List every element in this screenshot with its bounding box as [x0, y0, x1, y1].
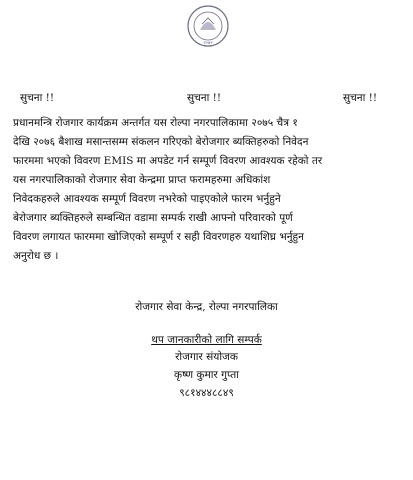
body-line: यस नगरपालिकाको रोजगार सेवा केन्द्रमा प्राप्त फरामहरुमा अधिकांश — [13, 174, 271, 186]
body-line: निवेदकहरुले आवश्यक सम्पूर्ण विवरण नभरेको पाइएकोले फारम भर्नुहुने — [13, 193, 281, 205]
contact-role: रोजगार संयोजक — [175, 351, 238, 363]
contact-phone: ९८१४४४८८४९ — [179, 387, 234, 399]
seal-year: २०७२ — [203, 41, 213, 46]
contact-heading: थप जानकारीको लागि सम्पर्क — [151, 334, 262, 346]
office-name: रोजगार सेवा केन्द्र, रोल्पा नगरपालिका — [135, 301, 278, 313]
body-line: बेरोजगार ब्यक्तिहरुले सम्बन्धित वडामा सम्पर्क राखी आफ्नो परिवारको पूर्ण — [13, 212, 293, 224]
body-line: प्रधानमन्त्रि रोजगार कार्यक्रम अन्तर्गत यस रोल्पा नगरपालिकामा २०७५ चैत्र १ — [13, 117, 298, 129]
notice-heading-right: सुचना !! — [343, 92, 378, 104]
body-line: विवरण लगायत फारममा खोजिएको सम्पूर्ण र सही विवरणहरु यथाशिघ्र भर्नुहुन — [13, 231, 304, 243]
body-line: अनुरोध छ । — [13, 250, 59, 262]
notice-body — [13, 114, 405, 266]
notice-heading-center: सुचना !! — [187, 92, 222, 104]
municipality-seal — [186, 4, 230, 48]
notice-heading-left: सुचना !! — [20, 92, 55, 104]
body-line: देखि २०७६ बैशाख मसान्तसम्म संकलन गरिएको बेरोजगार ब्यक्तिहरुको निवेदन — [13, 136, 309, 148]
body-line: फारममा भएको विवरण EMIS मा अपडेट गर्न सम्पूर्ण विवरण आवश्यक रहेको तर — [13, 155, 323, 167]
contact-name: कृष्ण कुमार गुप्ता — [174, 369, 239, 381]
